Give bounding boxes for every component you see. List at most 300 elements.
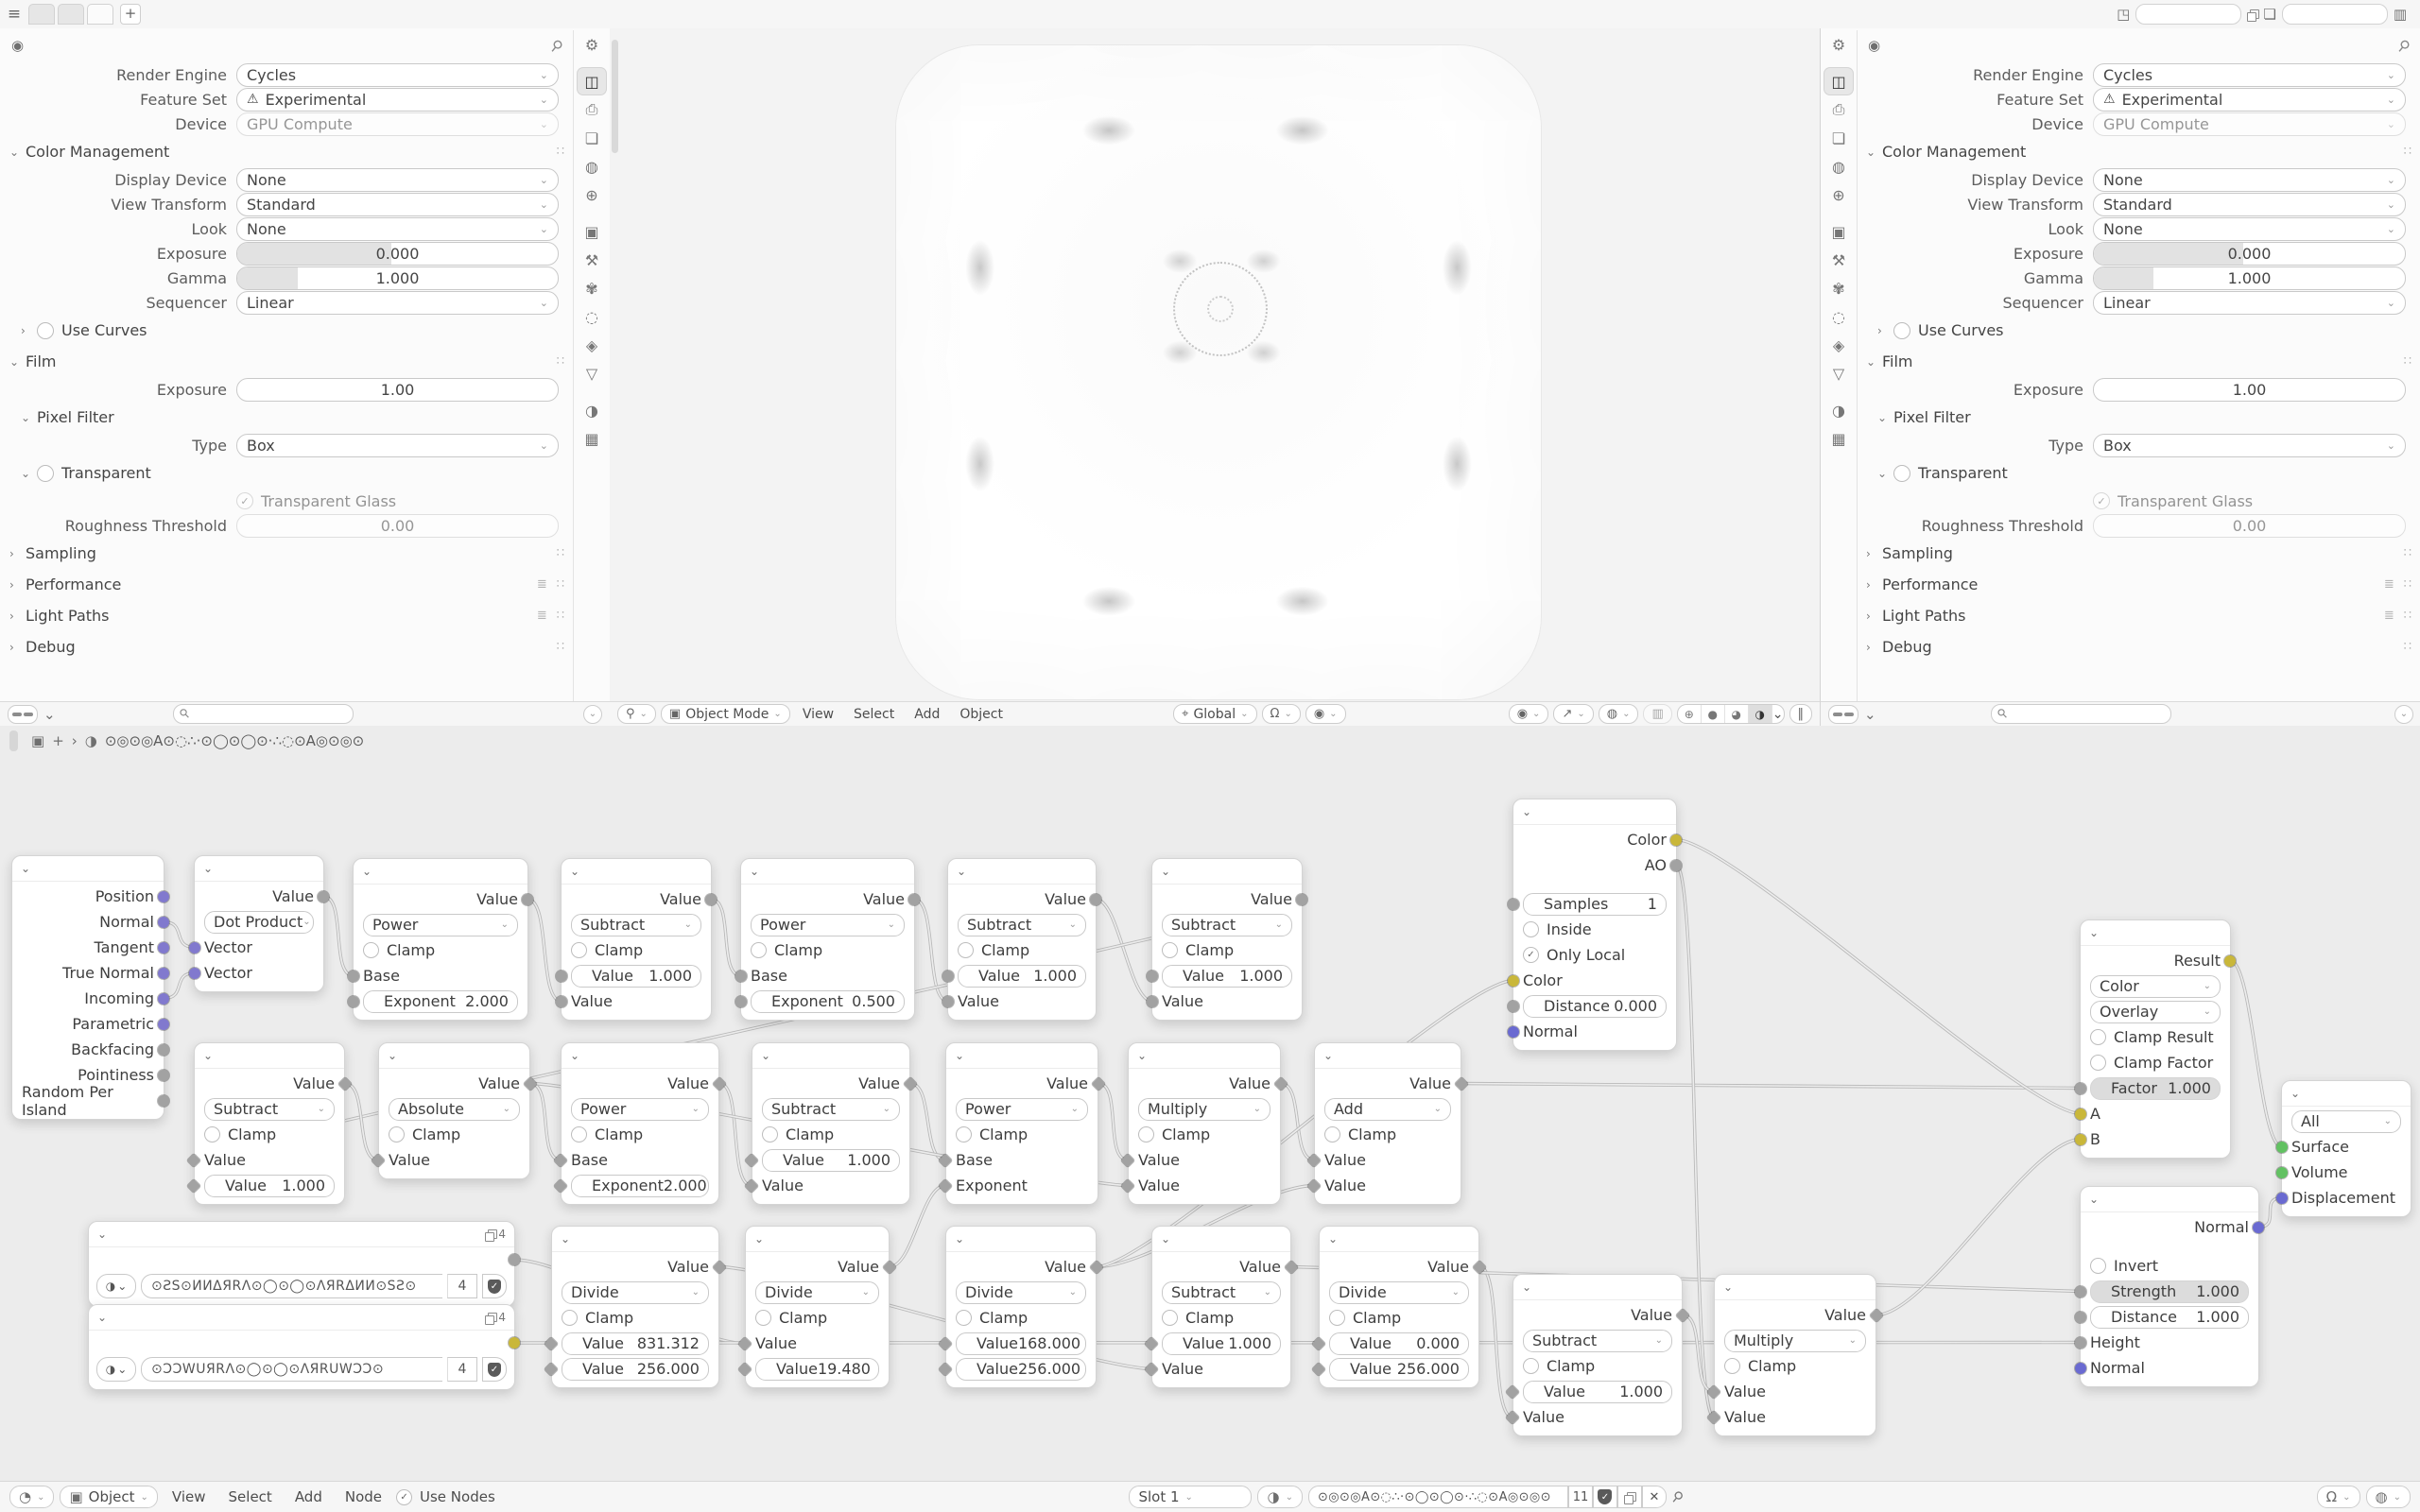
tab-material[interactable]: ◑ — [585, 401, 598, 420]
clamp-checkbox[interactable] — [762, 1125, 834, 1143]
clamp-checkbox[interactable] — [562, 1309, 633, 1327]
clamp-factor-checkbox[interactable] — [2090, 1054, 2213, 1072]
app-menu-icon[interactable]: ≡ — [7, 5, 22, 24]
section-sampling[interactable] — [1857, 538, 2420, 569]
exponent-value-field[interactable] — [751, 990, 905, 1013]
node-sub5[interactable] — [1512, 1274, 1683, 1436]
new-workspace-button[interactable]: + — [120, 4, 141, 25]
section-use-curves[interactable] — [1857, 315, 2420, 346]
image-datablock-button[interactable] — [96, 1357, 136, 1382]
node-sub3[interactable] — [1151, 858, 1303, 1021]
node-pow1[interactable] — [353, 858, 528, 1021]
menu-select[interactable]: Select — [854, 706, 895, 722]
subtract-dropdown[interactable] — [1523, 1330, 1672, 1352]
node-header[interactable] — [1513, 1275, 1682, 1300]
overlays-dropdown[interactable] — [1599, 704, 1639, 724]
samples-value-field[interactable] — [1523, 893, 1667, 916]
collapse-chevron-icon[interactable]: ⌄ — [570, 1049, 580, 1062]
collapse-chevron-icon[interactable]: ⌄ — [2290, 1087, 2301, 1100]
collapse-chevron-icon[interactable]: ⌄ — [1137, 1049, 1148, 1062]
node-div2[interactable] — [745, 1226, 890, 1388]
socket-output[interactable] — [158, 1019, 169, 1030]
snap-toggle[interactable] — [1262, 704, 1301, 724]
socket-output[interactable] — [158, 1095, 169, 1107]
socket-input[interactable] — [2276, 1142, 2288, 1153]
shading-material-preview-button[interactable]: ◕ — [1725, 705, 1749, 723]
node-img2[interactable] — [88, 1304, 515, 1390]
node-sub4[interactable] — [1151, 1226, 1291, 1388]
tab-tool[interactable]: ⚙ — [1831, 35, 1846, 54]
socket-input[interactable] — [942, 996, 954, 1007]
tab-modifiers[interactable]: ⚒ — [1831, 250, 1846, 269]
socket-input[interactable] — [1508, 1026, 1519, 1038]
device-select[interactable] — [236, 112, 559, 136]
node-header[interactable] — [2282, 1081, 2411, 1107]
collapse-chevron-icon[interactable]: ⌄ — [955, 1232, 965, 1246]
tab-data[interactable]: ▽ — [1832, 364, 1845, 383]
collapse-chevron-icon[interactable]: ⌄ — [97, 1228, 108, 1241]
node-header[interactable] — [354, 859, 527, 885]
divide-dropdown[interactable] — [956, 1281, 1086, 1304]
socket-output[interactable] — [158, 891, 169, 902]
value-value-field[interactable] — [1329, 1358, 1469, 1381]
tab-object[interactable]: ▣ — [1831, 222, 1846, 241]
node-sub1[interactable] — [561, 858, 712, 1021]
tab-scene[interactable]: ◍ — [1832, 157, 1845, 176]
exposure-field[interactable] — [2093, 378, 2406, 402]
clamp-checkbox[interactable] — [1724, 1357, 1796, 1375]
section-debug[interactable] — [1857, 631, 2420, 662]
tab-render[interactable]: ◫ — [578, 68, 606, 94]
collapse-chevron-icon[interactable]: ⌄ — [2089, 926, 2100, 939]
tab-scene[interactable]: ◍ — [585, 157, 598, 176]
editor-type-button[interactable] — [9, 1486, 54, 1508]
type-select[interactable] — [236, 434, 559, 457]
subtract-dropdown[interactable] — [571, 914, 701, 936]
node-header[interactable] — [1715, 1275, 1876, 1300]
value-value-field[interactable] — [562, 1332, 709, 1355]
workspace-tab[interactable] — [28, 4, 55, 25]
socket-input[interactable] — [2075, 1337, 2086, 1349]
socket-output[interactable] — [522, 894, 533, 905]
view-transform-select[interactable] — [236, 193, 559, 216]
node-header[interactable] — [552, 1227, 718, 1252]
workspace-tab[interactable] — [87, 4, 113, 25]
section-use-curves[interactable] — [0, 315, 574, 346]
node-rsub2[interactable] — [752, 1042, 910, 1205]
section-performance[interactable] — [0, 569, 574, 600]
node-dot[interactable] — [194, 855, 324, 992]
node-header[interactable] — [562, 859, 711, 885]
collapse-chevron-icon[interactable]: ⌄ — [955, 1049, 965, 1062]
clamp-checkbox[interactable] — [571, 941, 643, 959]
material-datablock-button[interactable] — [1257, 1486, 1302, 1508]
clamp-checkbox[interactable] — [751, 941, 822, 959]
tab-view-layer[interactable]: ❏ — [584, 129, 599, 147]
exposure-slider[interactable] — [236, 242, 559, 266]
node-mul1[interactable] — [1128, 1042, 1281, 1205]
node-header[interactable] — [746, 1227, 889, 1252]
node-header[interactable] — [1129, 1043, 1280, 1069]
scene-name-field[interactable] — [2135, 4, 2241, 25]
socket-output[interactable] — [1670, 834, 1682, 846]
transparent-glass-checkbox[interactable] — [236, 492, 396, 510]
socket-output[interactable] — [2253, 1222, 2264, 1233]
sequencer-select[interactable] — [2093, 291, 2406, 315]
node-header[interactable] — [1315, 1043, 1461, 1069]
properties-search-input[interactable] — [1991, 704, 2171, 724]
node-abs1[interactable] — [378, 1042, 530, 1179]
collapse-chevron-icon[interactable]: ⌄ — [1723, 1280, 1734, 1294]
exponent-value-field[interactable] — [571, 1175, 709, 1197]
socket-output[interactable] — [158, 1070, 169, 1081]
list-icon[interactable]: ≣ — [536, 609, 547, 623]
socket-input[interactable] — [1508, 899, 1519, 910]
fake-user-button[interactable] — [482, 1274, 507, 1298]
section-color-management[interactable] — [1857, 136, 2420, 167]
exponent-value-field[interactable] — [363, 990, 518, 1013]
node-div4[interactable] — [1319, 1226, 1479, 1388]
menu-add[interactable]: Add — [294, 1488, 322, 1505]
tab-world[interactable]: ⊕ — [585, 185, 598, 204]
socket-output[interactable] — [705, 894, 717, 905]
collapse-chevron-icon[interactable]: ⌄ — [203, 862, 214, 875]
clamp-checkbox[interactable] — [956, 1125, 1028, 1143]
editor-type-button[interactable] — [8, 705, 38, 724]
render-engine-select[interactable] — [2093, 63, 2406, 87]
node-header[interactable] — [89, 1222, 514, 1247]
type-select[interactable] — [2093, 434, 2406, 457]
socket-input[interactable] — [2075, 1286, 2086, 1297]
value-value-field[interactable] — [1329, 1332, 1469, 1355]
power-dropdown[interactable] — [571, 1098, 709, 1121]
section-color-management[interactable] — [0, 136, 574, 167]
tab-tool[interactable]: ⚙ — [584, 35, 599, 54]
add-dropdown[interactable] — [1324, 1098, 1451, 1121]
inside-checkbox[interactable] — [1523, 920, 1592, 938]
node-ao[interactable] — [1512, 799, 1677, 1051]
node-header[interactable] — [1320, 1227, 1478, 1252]
node-div1[interactable] — [551, 1226, 719, 1388]
exposure-slider[interactable] — [2093, 242, 2406, 266]
factor-value-field[interactable] — [2090, 1077, 2221, 1100]
mode-select[interactable] — [661, 704, 790, 724]
socket-input[interactable] — [2075, 1363, 2086, 1374]
gamma-slider[interactable] — [236, 266, 559, 290]
node-mix[interactable] — [2080, 919, 2231, 1159]
node-bump[interactable] — [2080, 1186, 2259, 1387]
pin-breadcrumb-icon[interactable]: + — [52, 732, 64, 749]
section-sampling[interactable] — [0, 538, 574, 569]
tab-texture[interactable]: ▦ — [584, 429, 599, 448]
node-rpow1[interactable] — [561, 1042, 719, 1205]
absolute-dropdown[interactable] — [389, 1098, 520, 1121]
tab-constraints[interactable]: ◈ — [1832, 335, 1845, 354]
subtract-dropdown[interactable] — [204, 1098, 335, 1121]
only-local-checkbox[interactable] — [1523, 946, 1625, 964]
collapse-chevron-icon[interactable]: ⌄ — [1161, 865, 1171, 878]
snap-toggle[interactable] — [2317, 1486, 2360, 1508]
divide-dropdown[interactable] — [1329, 1281, 1469, 1304]
use-nodes-checkbox[interactable] — [396, 1488, 495, 1505]
socket-output[interactable] — [2224, 955, 2236, 967]
slot-select[interactable] — [1129, 1486, 1252, 1508]
socket-input[interactable] — [348, 971, 359, 982]
section-light-paths[interactable] — [0, 600, 574, 631]
menu-view[interactable]: View — [171, 1488, 206, 1505]
shading-solid-button[interactable]: ● — [1702, 705, 1725, 723]
socket-output[interactable] — [158, 968, 169, 979]
clamp-checkbox[interactable] — [1329, 1309, 1401, 1327]
node-header[interactable] — [1152, 1227, 1290, 1252]
collapse-chevron-icon[interactable]: ⌄ — [570, 865, 580, 878]
node-out[interactable] — [2281, 1080, 2411, 1217]
socket-input[interactable] — [189, 942, 200, 954]
node-sub2[interactable] — [947, 858, 1097, 1021]
node-header[interactable] — [562, 1043, 718, 1069]
socket-input[interactable] — [735, 996, 747, 1007]
socket-input[interactable] — [1147, 971, 1158, 982]
pin-icon[interactable]: ⚲ — [1668, 1486, 1687, 1507]
filter-icon[interactable]: ▥ — [2393, 6, 2407, 23]
node-header[interactable] — [2081, 920, 2230, 946]
collapse-chevron-icon[interactable]: ⌄ — [388, 1049, 398, 1062]
feature-set-select[interactable] — [236, 88, 559, 112]
value-value-field[interactable] — [762, 1149, 900, 1172]
socket-input[interactable] — [348, 996, 359, 1007]
collapse-chevron-icon[interactable]: ⌄ — [754, 1232, 765, 1246]
feature-set-select[interactable] — [2093, 88, 2406, 112]
menu-select[interactable]: Select — [228, 1488, 272, 1505]
section-transparent[interactable] — [0, 457, 574, 489]
workspace-tab[interactable] — [58, 4, 84, 25]
section-light-paths[interactable] — [1857, 600, 2420, 631]
fake-user-button[interactable] — [482, 1357, 507, 1382]
checkbox-transparent[interactable] — [1893, 465, 1910, 482]
node-img1[interactable] — [88, 1221, 515, 1307]
socket-input[interactable] — [942, 971, 954, 982]
socket-input[interactable] — [2075, 1083, 2086, 1094]
node-header[interactable] — [948, 859, 1096, 885]
gizmo-dropdown[interactable] — [1553, 704, 1593, 724]
look-select[interactable] — [2093, 217, 2406, 241]
socket-input[interactable] — [189, 968, 200, 979]
clamp-checkbox[interactable] — [1138, 1125, 1210, 1143]
unlink-material-button[interactable]: ✕ — [1642, 1486, 1667, 1508]
multiply-dropdown[interactable] — [1138, 1098, 1270, 1121]
tab-particles[interactable]: ✾ — [1832, 279, 1845, 298]
color-dropdown[interactable] — [2090, 975, 2221, 998]
display-device-select[interactable] — [236, 168, 559, 192]
list-icon[interactable]: ≣ — [2383, 609, 2394, 623]
editor-type-button[interactable] — [617, 704, 656, 724]
node-header[interactable] — [1152, 859, 1302, 885]
socket-output[interactable] — [158, 993, 169, 1005]
collapse-chevron-icon[interactable]: ⌄ — [561, 1232, 571, 1246]
collapse-chevron-icon[interactable]: ⌄ — [1161, 1232, 1171, 1246]
collapse-chevron-icon[interactable]: ⌄ — [1323, 1049, 1334, 1062]
view-transform-select[interactable] — [2093, 193, 2406, 216]
socket-input[interactable] — [556, 996, 567, 1007]
section-transparent[interactable] — [1857, 457, 2420, 489]
menu-node[interactable]: Node — [344, 1488, 383, 1505]
subtract-dropdown[interactable] — [958, 914, 1086, 936]
distance-value-field[interactable] — [1523, 995, 1667, 1018]
node-header[interactable] — [12, 856, 164, 882]
shading-wireframe-button[interactable]: ⊕ — [1678, 705, 1702, 723]
gamma-slider[interactable] — [2093, 266, 2406, 290]
collapse-chevron-icon[interactable]: ⌄ — [957, 865, 967, 878]
socket-input[interactable] — [556, 971, 567, 982]
view-layer-field[interactable] — [2282, 4, 2388, 25]
corner-widget[interactable] — [9, 730, 18, 751]
collapse-chevron-icon[interactable]: ⌄ — [203, 1049, 214, 1062]
sequencer-select[interactable] — [236, 291, 559, 315]
menu-view[interactable]: View — [802, 706, 835, 722]
collapse-chevron-icon[interactable]: ⌄ — [750, 865, 760, 878]
fake-user-button[interactable] — [1593, 1486, 1617, 1508]
section-debug[interactable] — [0, 631, 574, 662]
pin-icon[interactable]: ⚲ — [546, 34, 567, 57]
socket-output[interactable] — [318, 891, 329, 902]
roughness-threshold-field[interactable] — [236, 514, 559, 538]
display-device-select[interactable] — [2093, 168, 2406, 192]
strength-value-field[interactable] — [2090, 1280, 2249, 1303]
clamp-checkbox[interactable] — [1523, 1357, 1595, 1375]
device-select[interactable] — [2093, 112, 2406, 136]
section-pixel-filter[interactable] — [0, 402, 574, 433]
value-value-field[interactable] — [1162, 1332, 1281, 1355]
tab-modifiers[interactable]: ⚒ — [584, 250, 599, 269]
socket-input[interactable] — [2276, 1167, 2288, 1178]
options-chevron-icon[interactable]: ⌄ — [583, 705, 602, 724]
look-select[interactable] — [236, 217, 559, 241]
power-dropdown[interactable] — [363, 914, 518, 936]
pin-icon[interactable]: ⚲ — [2394, 34, 2414, 57]
proportional-editing-toggle[interactable] — [1305, 704, 1346, 724]
viewport-scrollbar[interactable] — [612, 40, 618, 153]
invert-checkbox[interactable] — [2090, 1257, 2158, 1275]
value-value-field[interactable] — [958, 965, 1086, 988]
node-header[interactable] — [379, 1043, 529, 1069]
section-film[interactable] — [0, 346, 574, 377]
image-name-field[interactable]: ⊙ƆƆWUЯRΛ⊙◯⊙◯⊙ΛЯRUWƆƆ⊙ — [141, 1357, 442, 1382]
socket-output[interactable] — [908, 894, 920, 905]
tab-material[interactable]: ◑ — [1832, 401, 1845, 420]
value-value-field[interactable] — [1523, 1381, 1672, 1403]
distance-value-field[interactable] — [2090, 1306, 2249, 1329]
node-header[interactable] — [2081, 1187, 2258, 1212]
checkbox-use-curves[interactable] — [37, 322, 54, 339]
clamp-checkbox[interactable] — [1324, 1125, 1396, 1143]
shader-type-select[interactable] — [60, 1486, 157, 1508]
node-canvas[interactable] — [0, 756, 2420, 1482]
menu-object[interactable]: Object — [959, 706, 1003, 722]
node-div3[interactable] — [945, 1226, 1097, 1388]
tab-output[interactable]: ⎙ — [1832, 100, 1845, 118]
tab-object[interactable]: ▣ — [584, 222, 599, 241]
tab-constraints[interactable]: ◈ — [585, 335, 598, 354]
divide-dropdown[interactable] — [562, 1281, 709, 1304]
collapse-chevron-icon[interactable]: ⌄ — [97, 1311, 108, 1324]
orientation-select[interactable] — [1173, 704, 1256, 724]
socket-input[interactable] — [1508, 1001, 1519, 1012]
socket-output[interactable] — [158, 942, 169, 954]
socket[interactable] — [509, 1254, 520, 1265]
checkbox-transparent[interactable] — [37, 465, 54, 482]
tab-physics[interactable]: ◌ — [1832, 307, 1845, 326]
value-value-field[interactable] — [755, 1358, 879, 1381]
image-name-field[interactable]: ⊙ƧS⊙ͶИΔЯRΛ⊙◯⊙◯⊙ΛЯRΔИͶ⊙SƧ⊙ — [141, 1274, 442, 1298]
socket-input[interactable] — [735, 971, 747, 982]
tab-render[interactable]: ◫ — [1824, 68, 1853, 94]
list-icon[interactable]: ≣ — [2383, 577, 2394, 592]
options-chevron-icon[interactable]: ⌄ — [2394, 705, 2413, 724]
collapse-chevron-icon[interactable]: ⌄ — [1328, 1232, 1339, 1246]
socket-output[interactable] — [1670, 860, 1682, 871]
transparent-glass-checkbox[interactable] — [2093, 492, 2253, 510]
node-add1[interactable] — [1314, 1042, 1461, 1205]
clamp-checkbox[interactable] — [755, 1309, 827, 1327]
tab-output[interactable]: ⎙ — [585, 100, 598, 118]
socket-input[interactable] — [2075, 1134, 2086, 1145]
subtract-dropdown[interactable] — [1162, 1281, 1281, 1304]
tab-physics[interactable]: ◌ — [585, 307, 598, 326]
material-name-field[interactable]: ⊙◎⊙◎A⊙◌∴·⊙◯⊙◯⊙·∴◌⊙A◎⊙◎⊙ — [1308, 1486, 1568, 1508]
power-dropdown[interactable] — [751, 914, 905, 936]
image-datablock-button[interactable] — [96, 1274, 136, 1298]
collapse-chevron-icon[interactable]: ⌄ — [2089, 1193, 2100, 1206]
exposure-field[interactable] — [236, 378, 559, 402]
collapse-chevron-icon[interactable]: ⌄ — [362, 865, 372, 878]
node-rsub1[interactable] — [194, 1042, 345, 1205]
node-header[interactable] — [752, 1043, 909, 1069]
tab-view-layer[interactable]: ❏ — [1831, 129, 1846, 147]
clamp-checkbox[interactable] — [956, 1309, 1028, 1327]
clamp-checkbox[interactable] — [389, 1125, 460, 1143]
socket-output[interactable] — [158, 1044, 169, 1056]
clamp-checkbox[interactable] — [1162, 941, 1234, 959]
roughness-threshold-field[interactable] — [2093, 514, 2406, 538]
socket-output[interactable] — [158, 917, 169, 928]
section-pixel-filter[interactable] — [1857, 402, 2420, 433]
properties-search-input[interactable] — [173, 704, 354, 724]
menu-add[interactable]: Add — [914, 706, 941, 722]
node-header[interactable] — [89, 1305, 514, 1331]
viewport-3d[interactable] — [610, 28, 1820, 726]
socket-input[interactable] — [2276, 1193, 2288, 1204]
dot-product-dropdown[interactable] — [204, 911, 314, 934]
node-header[interactable] — [946, 1227, 1096, 1252]
value-value-field[interactable] — [571, 965, 701, 988]
clamp-checkbox[interactable] — [571, 1125, 643, 1143]
socket-output[interactable] — [1090, 894, 1101, 905]
all-dropdown[interactable] — [2291, 1110, 2401, 1133]
visibility-dropdown[interactable] — [1509, 704, 1549, 724]
overlays-dropdown[interactable] — [2366, 1486, 2411, 1508]
socket-output[interactable] — [1296, 894, 1307, 905]
section-performance[interactable] — [1857, 569, 2420, 600]
shading-rendered-button[interactable]: ◑ — [1749, 705, 1772, 723]
overlay-dropdown[interactable] — [2090, 1001, 2221, 1023]
node-rpow2[interactable] — [945, 1042, 1098, 1205]
render-engine-select[interactable] — [236, 63, 559, 87]
clamp-checkbox[interactable] — [363, 941, 435, 959]
value-value-field[interactable] — [562, 1358, 709, 1381]
checkbox-use-curves[interactable] — [1893, 322, 1910, 339]
value-value-field[interactable] — [956, 1358, 1086, 1381]
collapse-chevron-icon[interactable]: ⌄ — [761, 1049, 771, 1062]
